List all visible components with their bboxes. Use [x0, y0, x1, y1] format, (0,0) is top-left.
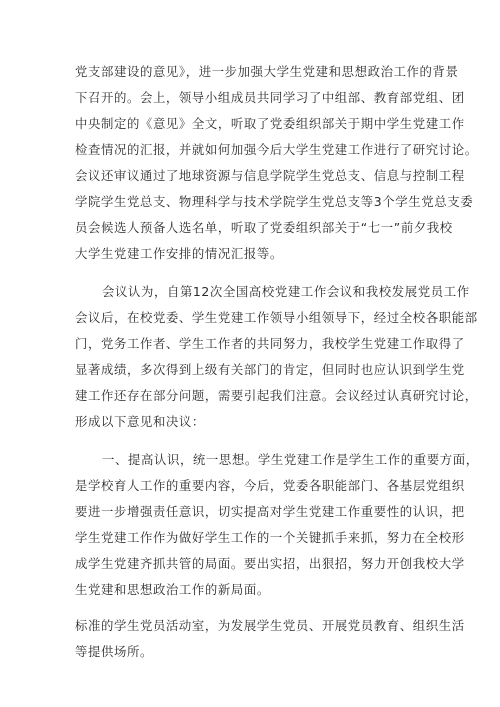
paragraph-1-line-6: 学院学生党总支、物理科学与技术学院学生党总支等3个学生党总支委: [75, 194, 474, 209]
paragraph-1-line-5: 会议还审议通过了地球资源与信息学院学生党总支、信息与控制工程: [75, 168, 465, 183]
paragraph-2-line-4: 显著成绩，多次得到上级有关部门的肯定，但同时也应认识到学生党: [75, 362, 465, 377]
paragraph-2-line-3: 门，党务工作者、学生工作者的共同努力，我校学生党建工作取得了: [75, 336, 465, 351]
paragraph-3-line-6: 生党建和思想政治工作的新局面。: [75, 582, 270, 597]
paragraph-1-line-3: 中央制定的《意见》全文，听取了党委组织部关于期中学生党建工作: [75, 116, 465, 131]
paragraph-2-line-2: 会议后，在校党委、学生党建工作领导小组领导下，经过全校各职能部: [75, 310, 478, 325]
paragraph-1-line-4: 检查情况的汇报，并就如何加强今后大学生党建工作进行了研究讨论。: [75, 142, 478, 157]
paragraph-3-line-3: 要进一步增强责任意识，切实提高对学生党建工作重要性的认识，把: [75, 504, 465, 519]
paragraph-2-line-5: 建工作还存在部分问题，需要引起我们注意。会议经过认真研究讨论，: [75, 388, 478, 403]
paragraph-2-line-6: 形成以下意见和决议：: [75, 414, 205, 429]
paragraph-1-line-1: 党支部建设的意见》，进一步加强大学生党建和思想政治工作的背景: [75, 64, 459, 79]
paragraph-1-line-7: 员会候选人预备人选名单，听取了党委组织部关于“七一”前夕我校: [75, 220, 453, 235]
paragraph-4-line-2: 等提供场所。: [75, 644, 153, 659]
paragraph-1-line-2: 下召开的。会上，领导小组成员共同学习了中组部、教育部党组、团: [75, 90, 465, 105]
paragraph-2-line-1: 会议认为，自第12次全国高校党建工作会议和我校发展党员工作: [102, 284, 470, 299]
paragraph-3-line-5: 成学生党建齐抓共管的局面。要出实招，出狠招，努力开创我校大学: [75, 556, 465, 571]
paragraph-4-line-1: 标准的学生党员活动室，为发展学生党员、开展党员教育、组织生活: [75, 618, 465, 633]
paragraph-1-line-8: 大学生党建工作安排的情况汇报等。: [75, 246, 283, 261]
paragraph-3-line-1: 一、提高认识，统一思想。学生党建工作是学生工作的重要方面，: [102, 452, 479, 467]
paragraph-3-line-2: 是学校育人工作的重要内容，今后，党委各职能部门、各基层党组织: [75, 478, 465, 493]
paragraph-3-line-4: 学生党建工作作为做好学生工作的一个关键抓手来抓，努力在全校形: [75, 530, 465, 545]
